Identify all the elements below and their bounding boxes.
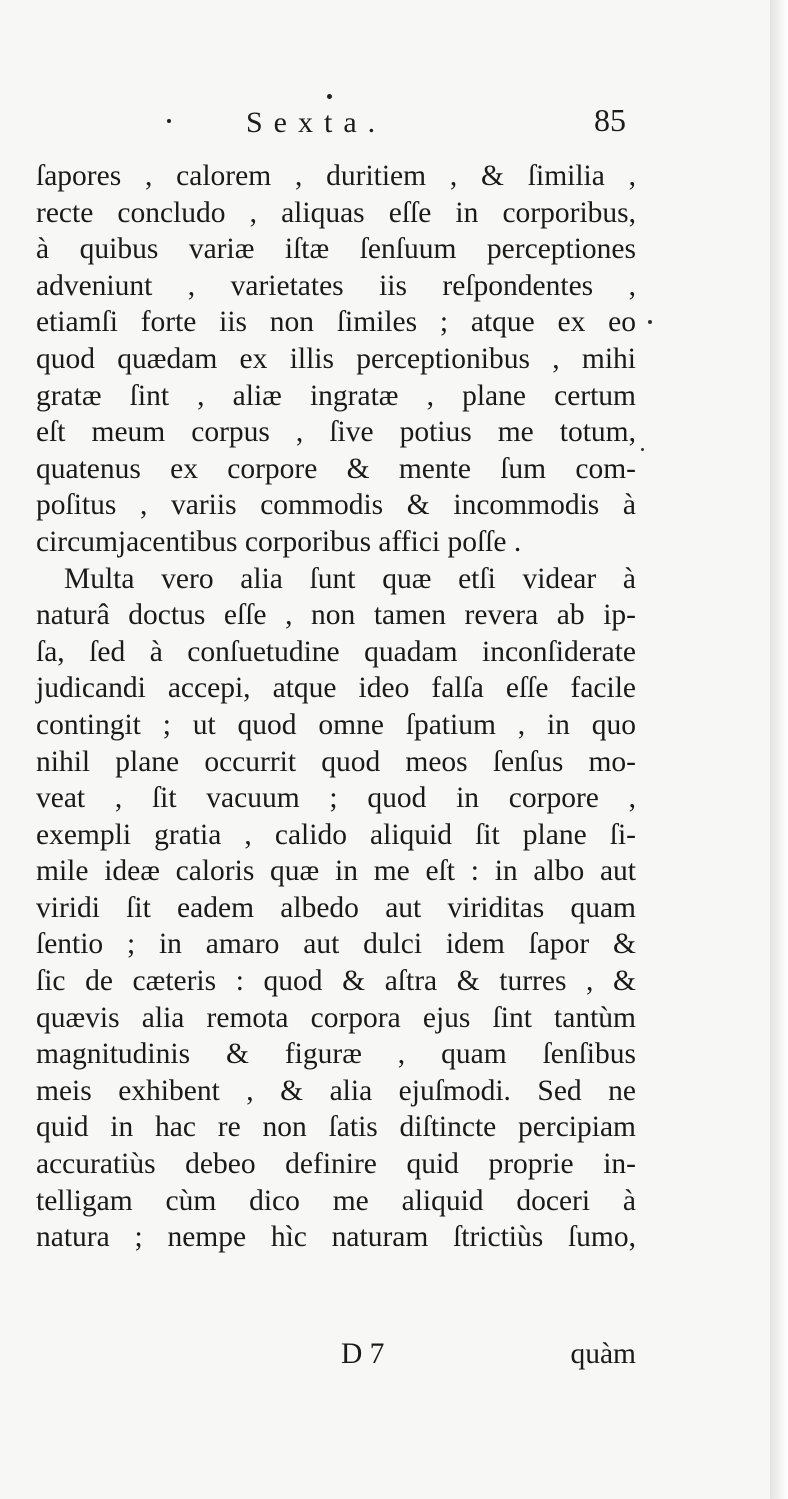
text-line: magnitudinis & figuræ , quam ſenſibus <box>36 1038 636 1071</box>
text-line: quod quædam ex illis perceptionibus , mihi <box>36 342 636 375</box>
page-number: 85 <box>594 102 626 138</box>
text-line: mile ideæ caloris quæ in me eſt : in albo aut <box>36 855 636 888</box>
text-line: ſentio ; in amaro aut dulci idem ſapor & <box>36 928 636 961</box>
text-line: ſic de cæteris : quod & aſtra & turres , & <box>36 965 636 998</box>
ink-speck <box>641 448 644 451</box>
running-head-title: Sexta. <box>246 106 387 139</box>
text-line: exempli gratia , calido aliquid ſit plane ſi- <box>36 818 636 851</box>
text-line: quatenus ex corpore & mente ſum com- <box>36 452 636 485</box>
text-line: poſitus , variis commodis & incommodis à <box>36 489 636 522</box>
text-line: meis exhibent , & alia ejuſmodi. Sed ne <box>36 1074 636 1107</box>
text-line: adveniunt , varietates iis reſpondentes , <box>36 269 636 302</box>
running-head <box>36 96 636 148</box>
page-edge <box>770 0 788 1499</box>
text-line: eſt meum corpus , ſive potius me totum, <box>36 416 636 449</box>
text-line: quid in hac re non ſatis diſtincte percipiam <box>36 1111 636 1144</box>
text-line: viridi ſit eadem albedo aut viriditas quam <box>36 891 636 924</box>
body-text <box>36 158 636 1256</box>
text-line: natura ; nempe hìc naturam ſtrictiùs ſumo, <box>36 1221 636 1254</box>
text-line: à quibus variæ iſtæ ſenſuum perceptiones <box>36 233 636 266</box>
catchword: quàm <box>570 1338 636 1370</box>
text-line: ſapores , calorem , duritiem , & ſimilia , <box>36 160 636 192</box>
text-line: judicandi accepi, atque ideo falſa eſſe facile <box>36 672 636 705</box>
paragraph-first-line: Multa vero alia ſunt quæ etſi videar à <box>64 562 636 595</box>
text-line: contingit ; ut quod omne ſpatium , in quo <box>36 708 636 741</box>
text-line: quævis alia remota corpora ejus ſint tantùm <box>36 1001 636 1034</box>
text-line: telligam cùm dico me aliquid doceri à <box>36 1184 636 1217</box>
text-line: veat , ſit vacuum ; quod in corpore , <box>36 782 636 815</box>
paragraph-last-line: circumjacentibus corporibus affici poſſe . <box>36 525 522 558</box>
text-line: accuratiùs debeo definire quid proprie in- <box>36 1148 636 1181</box>
text-line: nihil plane occurrit quod meos ſenſus mo- <box>36 745 636 778</box>
ink-speck <box>648 320 652 324</box>
text-line: naturâ doctus eſſe , non tamen revera ab ip- <box>36 599 636 632</box>
page-footer <box>36 1338 636 1382</box>
text-line: gratæ ſint , aliæ ingratæ , plane certum <box>36 379 636 412</box>
text-line: etiamſi forte iis non ſimiles ; atque ex eo <box>36 306 636 339</box>
text-line: recte concludo , aliquas eſſe in corporibus, <box>36 196 636 229</box>
signature-mark: D 7 <box>341 1338 385 1370</box>
text-line: ſa, ſed à conſuetudine quadam inconſiderate <box>36 635 636 668</box>
